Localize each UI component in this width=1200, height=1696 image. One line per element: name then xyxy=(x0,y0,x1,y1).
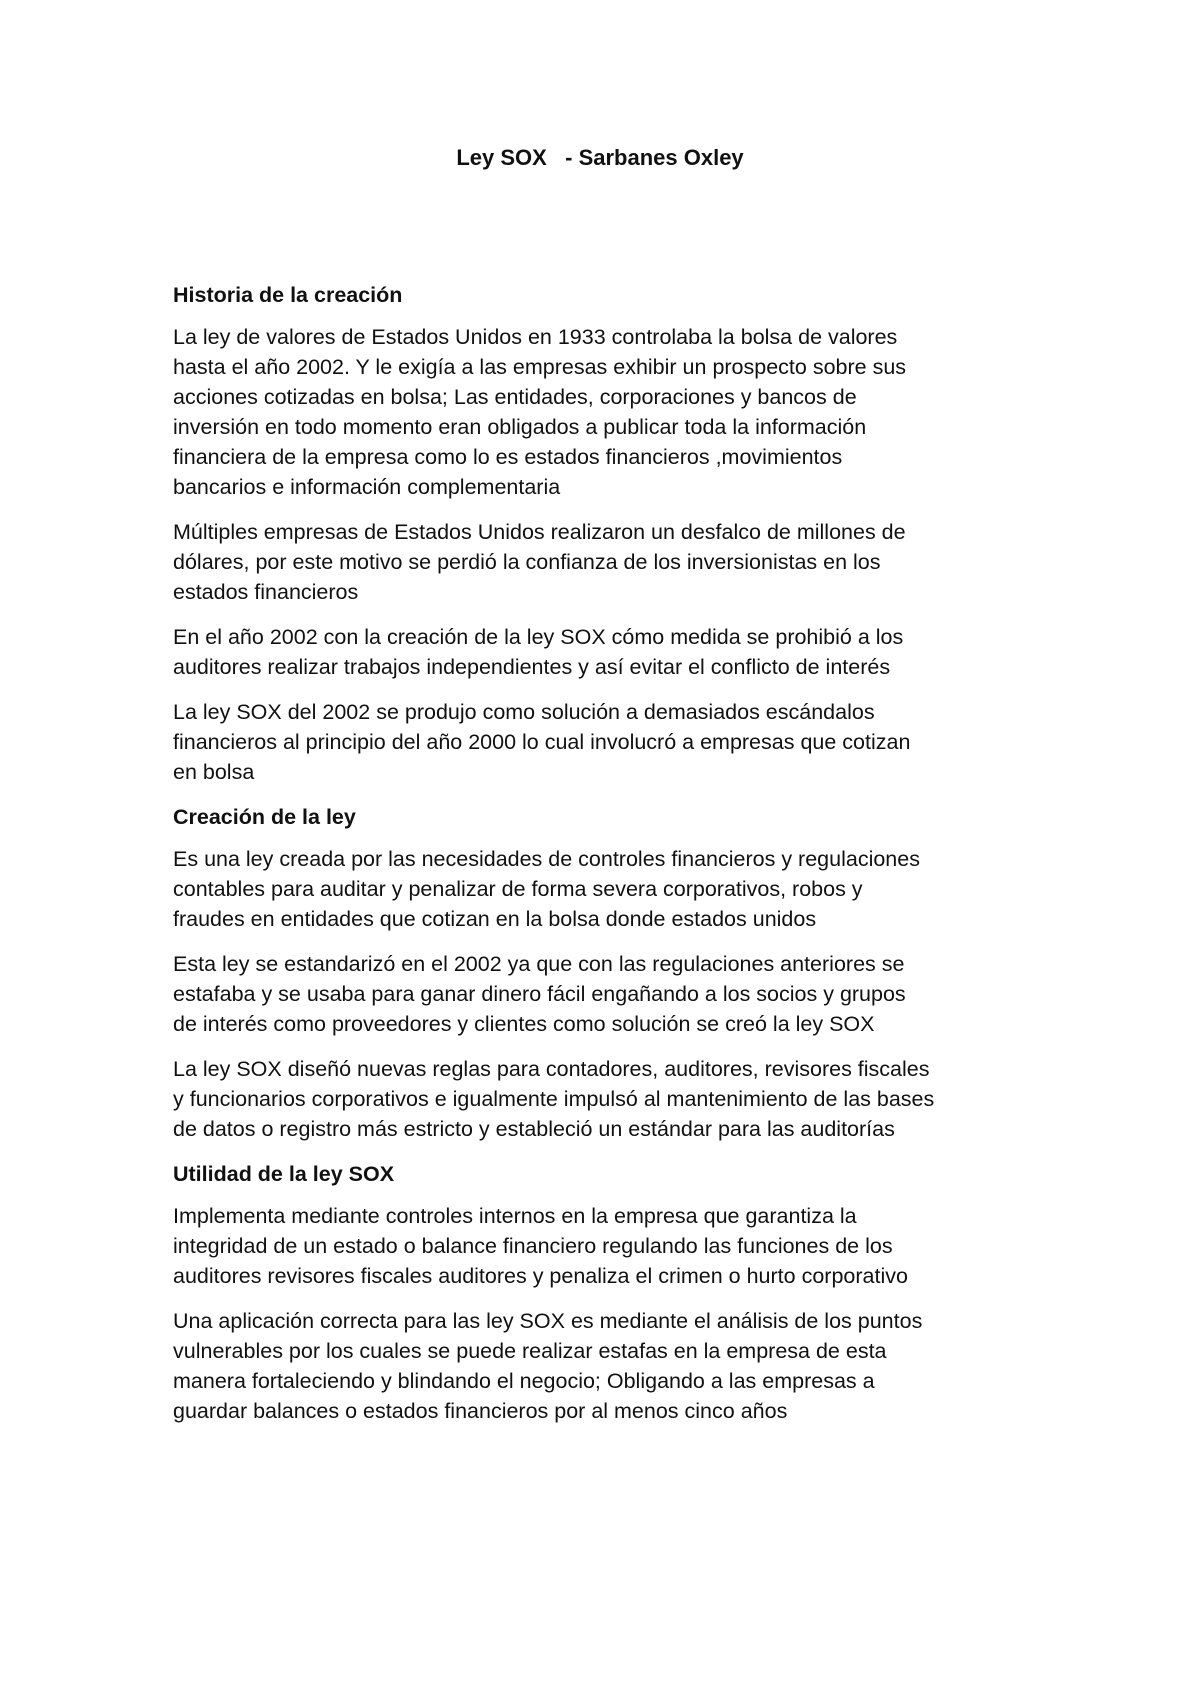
text-line: auditores revisores fiscales auditores y penaliza el crimen o hurto corporativo xyxy=(173,1264,908,1288)
text-line: guardar balances o estados financieros por al menos cinco años xyxy=(173,1399,788,1423)
text-line: La ley SOX del 2002 se produjo como solución a demasiados escándalos xyxy=(173,700,875,724)
text-line: acciones cotizadas en bolsa; Las entidades, corporaciones y bancos de xyxy=(173,385,857,409)
paragraph xyxy=(173,322,1043,502)
paragraph xyxy=(173,697,1043,787)
paragraph xyxy=(173,844,1043,934)
text-line: inversión en todo momento eran obligados a publicar toda la información xyxy=(173,415,867,439)
section-heading-creacion: Creación de la ley xyxy=(173,805,356,829)
text-line: La ley SOX diseñó nuevas reglas para contadores, auditores, revisores fiscales xyxy=(173,1057,930,1081)
text-line: fraudes en entidades que cotizan en la bolsa donde estados unidos xyxy=(173,907,817,931)
section-heading-historia: Historia de la creación xyxy=(173,283,403,307)
paragraph xyxy=(173,1306,1043,1426)
text-line: En el año 2002 con la creación de la ley SOX cómo medida se prohibió a los xyxy=(173,625,904,649)
text-line: La ley de valores de Estados Unidos en 1933 controlaba la bolsa de valores xyxy=(173,325,898,349)
text-line: Una aplicación correcta para las ley SOX es mediante el análisis de los puntos xyxy=(173,1309,923,1333)
paragraph xyxy=(173,517,1043,607)
text-line: en bolsa xyxy=(173,760,255,784)
text-line: Esta ley se estandarizó en el 2002 ya que con las regulaciones anteriores se xyxy=(173,952,905,976)
text-line: de interés como proveedores y clientes como solución se creó la ley SOX xyxy=(173,1012,875,1036)
text-line: vulnerables por los cuales se puede realizar estafas en la empresa de esta xyxy=(173,1339,887,1363)
document-title: Ley SOX - Sarbanes Oxley xyxy=(456,145,744,170)
text-line: Múltiples empresas de Estados Unidos realizaron un desfalco de millones de xyxy=(173,520,906,544)
text-line: auditores realizar trabajos independientes y así evitar el conflicto de interés xyxy=(173,655,891,679)
text-line: contables para auditar y penalizar de forma severa corporativos, robos y xyxy=(173,877,863,901)
text-line: financieros al principio del año 2000 lo cual involucró a empresas que cotizan xyxy=(173,730,911,754)
text-line: dólares, por este motivo se perdió la confianza de los inversionistas en los xyxy=(173,550,881,574)
text-line: de datos o registro más estricto y estableció un estándar para las auditorías xyxy=(173,1117,895,1141)
text-line: Es una ley creada por las necesidades de controles financieros y regulaciones xyxy=(173,847,920,871)
text-line: estafaba y se usaba para ganar dinero fácil engañando a los socios y grupos xyxy=(173,982,906,1006)
document-body xyxy=(173,280,1043,1441)
text-line: financiera de la empresa como lo es estados financieros ,movimientos xyxy=(173,445,843,469)
text-line: Implementa mediante controles internos en la empresa que garantiza la xyxy=(173,1204,857,1228)
paragraph xyxy=(173,622,1043,682)
paragraph xyxy=(173,1054,1043,1144)
text-line: y funcionarios corporativos e igualmente impulsó al mantenimiento de las bases xyxy=(173,1087,935,1111)
text-line: estados financieros xyxy=(173,580,359,604)
text-line: manera fortaleciendo y blindando el negocio; Obligando a las empresas a xyxy=(173,1369,875,1393)
paragraph xyxy=(173,949,1043,1039)
text-line: integridad de un estado o balance financiero regulando las funciones de los xyxy=(173,1234,893,1258)
section-heading-utilidad: Utilidad de la ley SOX xyxy=(173,1162,395,1186)
text-line: bancarios e información complementaria xyxy=(173,475,561,499)
text-line: hasta el año 2002. Y le exigía a las empresas exhibir un prospecto sobre sus xyxy=(173,355,907,379)
paragraph xyxy=(173,1201,1043,1291)
